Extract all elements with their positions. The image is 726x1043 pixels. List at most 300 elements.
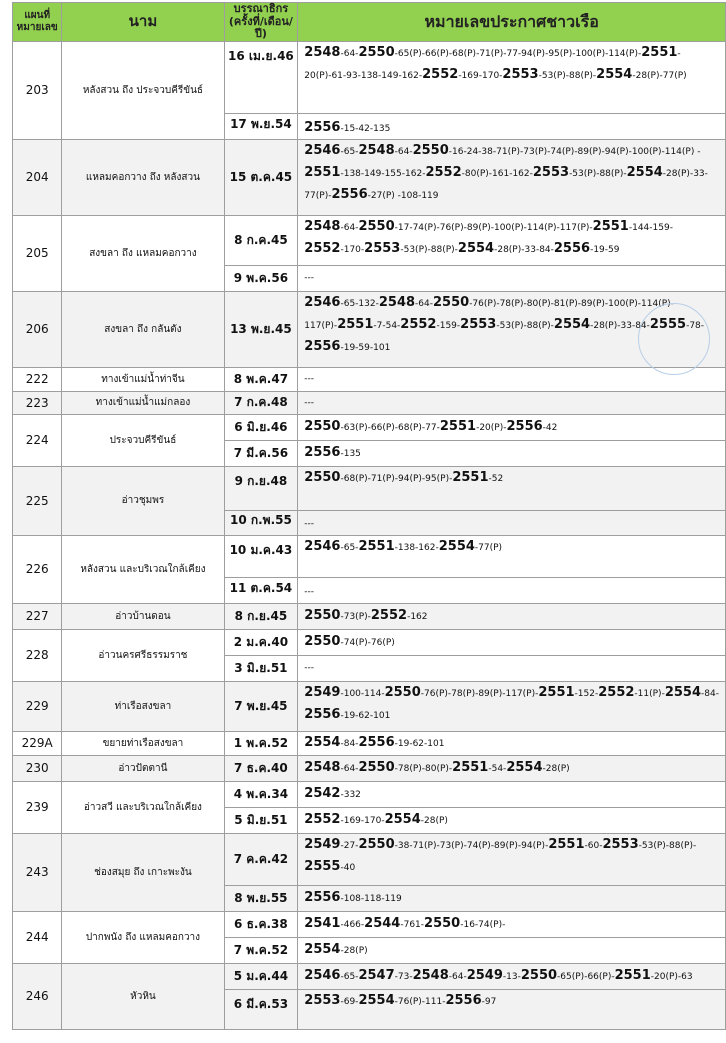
notice-year: 2556 bbox=[304, 338, 341, 354]
edition-date-cell: 7 มี.ค.56 bbox=[224, 440, 298, 466]
notice-numbers: -53(P)-88(P)- bbox=[538, 70, 597, 81]
notice-line bbox=[304, 887, 719, 909]
notice-numbers: -65(P)-66(P)-68(P)-71(P)-77-94(P)-95(P)-100(P)-114(P)- bbox=[394, 48, 642, 59]
notice-year: 2551 bbox=[439, 419, 477, 435]
notice-numbers: -19-59 bbox=[590, 244, 620, 255]
chart-name-cell: ประจวบคีรีขันธ์ bbox=[62, 414, 224, 466]
notice-year: 2551 bbox=[452, 469, 489, 485]
notice-year: 2554 bbox=[553, 316, 591, 332]
notice-line bbox=[304, 856, 719, 878]
notice-year: 2556 bbox=[304, 706, 341, 722]
notice-year: 2556 bbox=[304, 445, 341, 461]
notice-year: 2554 bbox=[596, 66, 633, 82]
notice-line bbox=[304, 513, 719, 535]
notice-numbers: -27(P) -108-119 bbox=[367, 190, 439, 201]
chart-number-cell: 227 bbox=[13, 603, 62, 629]
chart-name-cell: อ่าวนครศรีธรรมราช bbox=[62, 629, 224, 681]
chart-number-cell: 229 bbox=[13, 681, 62, 731]
notice-numbers: -76(P)-78(P)-80(P)-81(P)-89(P)-100(P)-114(P)- bbox=[469, 298, 674, 309]
edition-date-cell: 8 พ.ค.47 bbox=[224, 367, 298, 391]
chart-number-cell: 228 bbox=[13, 629, 62, 681]
notice-numbers: -77(P) bbox=[474, 542, 503, 553]
chart-name-cell: สงขลา ถึง กลันตัง bbox=[62, 291, 224, 367]
notice-line bbox=[304, 162, 719, 184]
notice-numbers-cell bbox=[298, 41, 726, 113]
edition-date-cell: 11 ต.ค.54 bbox=[224, 577, 298, 603]
notice-year: 2550 bbox=[304, 419, 341, 435]
notice-numbers: -76(P)-78(P)-89(P)-117(P)- bbox=[420, 688, 539, 699]
notice-line bbox=[304, 467, 719, 489]
notice-year: 2542 bbox=[304, 786, 341, 802]
edition-date-cell: 13 พ.ย.45 bbox=[224, 291, 298, 367]
table-row bbox=[13, 367, 726, 391]
chart-corrections-table bbox=[12, 2, 726, 1030]
notice-year: 2554 bbox=[304, 735, 341, 751]
notice-numbers: -28(P)-33-84- bbox=[590, 320, 650, 331]
edition-date-cell: 15 ต.ค.45 bbox=[224, 139, 298, 215]
notice-numbers: --- bbox=[304, 273, 315, 284]
notice-year: 2554 bbox=[664, 684, 702, 700]
table-row bbox=[13, 391, 726, 414]
edition-date-cell: 8 พ.ย.55 bbox=[224, 885, 298, 911]
chart-name-cell: อ่าวปัตตานี bbox=[62, 755, 224, 781]
header-edition: บรรณาธิกร (ครั้งที่/เดือน/ ปี) bbox=[224, 3, 298, 42]
chart-name-cell: หลังสวน ถึง ประจวบคีรีขันธ์ bbox=[62, 41, 224, 139]
notice-numbers: -28(P) bbox=[542, 764, 570, 775]
notice-numbers: -28(P) bbox=[340, 946, 368, 957]
notice-year: 2552 bbox=[370, 608, 408, 624]
notice-numbers: - bbox=[677, 48, 681, 59]
notice-numbers: 77(P)- bbox=[304, 190, 332, 201]
notice-numbers: -65-132- bbox=[340, 298, 379, 309]
notice-year: 2552 bbox=[304, 812, 341, 828]
edition-date-cell: 7 ก.ค.48 bbox=[224, 391, 298, 414]
notice-line bbox=[304, 416, 719, 438]
notice-year: 2551 bbox=[538, 684, 575, 700]
watermark-circle bbox=[638, 303, 710, 375]
notice-year: 2547 bbox=[358, 968, 395, 984]
notice-line bbox=[304, 965, 719, 987]
table-row bbox=[13, 731, 726, 755]
notice-numbers: -64- bbox=[340, 48, 359, 59]
table-row bbox=[13, 291, 726, 367]
chart-number-cell: 230 bbox=[13, 755, 62, 781]
notice-numbers: -138-162- bbox=[394, 542, 439, 553]
notice-line bbox=[304, 140, 719, 162]
notice-year: 2550 bbox=[304, 634, 341, 650]
notice-year: 2546 bbox=[304, 142, 341, 158]
chart-number-cell: 204 bbox=[13, 139, 62, 215]
notice-numbers: -20(P)-63 bbox=[650, 972, 693, 983]
notice-numbers-cell bbox=[298, 391, 726, 414]
notice-numbers-cell bbox=[298, 681, 726, 731]
notice-year: 2556 bbox=[358, 735, 395, 751]
notice-numbers: -64- bbox=[340, 222, 359, 233]
notice-numbers: -162 bbox=[407, 612, 428, 623]
notice-year: 2550 bbox=[358, 760, 395, 776]
notice-numbers: -170- bbox=[340, 244, 365, 255]
notice-numbers-cell bbox=[298, 937, 726, 963]
notice-year: 2550 bbox=[304, 608, 341, 624]
notice-numbers: -40 bbox=[340, 862, 356, 873]
chart-name-cell: ทางเข้าแม่น้ำท่าจีน bbox=[62, 367, 224, 391]
edition-date-cell: 7 พ.ย.45 bbox=[224, 681, 298, 731]
chart-name-cell: สงขลา ถึง แหลมคอกวาง bbox=[62, 215, 224, 291]
notice-numbers-cell bbox=[298, 466, 726, 510]
notice-line bbox=[304, 267, 719, 289]
notice-line bbox=[304, 990, 719, 1012]
notice-numbers-cell bbox=[298, 963, 726, 989]
chart-number-cell: 239 bbox=[13, 781, 62, 833]
table-row bbox=[13, 41, 726, 113]
notice-numbers-cell bbox=[298, 781, 726, 807]
chart-number-cell: 206 bbox=[13, 291, 62, 367]
notice-year: 2551 bbox=[592, 218, 629, 234]
notice-numbers: -60- bbox=[584, 840, 603, 851]
notice-numbers: -73- bbox=[394, 972, 413, 983]
notice-numbers-cell bbox=[298, 989, 726, 1029]
notice-numbers: -135 bbox=[340, 449, 361, 460]
chart-number-cell: 226 bbox=[13, 535, 62, 603]
edition-date-cell: 7 พ.ค.52 bbox=[224, 937, 298, 963]
notice-numbers: -69- bbox=[340, 996, 359, 1007]
notice-year: 2551 bbox=[614, 968, 651, 984]
chart-number-cell: 243 bbox=[13, 833, 62, 911]
notice-numbers: -16-74(P)- bbox=[460, 920, 506, 931]
notice-year: 2552 bbox=[422, 66, 459, 82]
notice-numbers: -466- bbox=[340, 920, 365, 931]
notice-year: 2553 bbox=[460, 316, 497, 332]
notice-numbers: -65- bbox=[340, 972, 359, 983]
table-row bbox=[13, 466, 726, 510]
notice-year: 2550 bbox=[358, 218, 395, 234]
edition-date-cell: 1 พ.ค.52 bbox=[224, 731, 298, 755]
notice-numbers-cell bbox=[298, 629, 726, 655]
notice-year: 2551 bbox=[337, 316, 374, 332]
notice-numbers: -144-159- bbox=[628, 222, 673, 233]
notice-year: 2551 bbox=[641, 44, 678, 60]
notice-year: 2551 bbox=[452, 760, 489, 776]
notice-numbers: -17-74(P)-76(P)-89(P)-100(P)-114(P)-117(P)- bbox=[394, 222, 593, 233]
notice-numbers: -108-118-119 bbox=[340, 894, 402, 905]
notice-numbers: --- bbox=[304, 586, 315, 597]
chart-name-cell: ทางเข้าแม่น้ำแม่กลอง bbox=[62, 391, 224, 414]
notice-numbers-cell bbox=[298, 510, 726, 535]
edition-date-cell: 7 ธ.ค.40 bbox=[224, 755, 298, 781]
notice-year: 2552 bbox=[400, 316, 437, 332]
notice-year: 2550 bbox=[412, 142, 449, 158]
edition-date-cell: 6 ธ.ค.38 bbox=[224, 911, 298, 937]
notice-numbers: -169-170- bbox=[340, 816, 385, 827]
notice-line bbox=[304, 939, 719, 961]
notice-numbers: -19-59-101 bbox=[340, 342, 391, 353]
notice-year: 2544 bbox=[364, 916, 401, 932]
notice-year: 2551 bbox=[548, 836, 585, 852]
notice-year: 2549 bbox=[466, 968, 503, 984]
notice-line bbox=[304, 757, 719, 779]
table-row bbox=[13, 139, 726, 215]
notice-numbers-cell bbox=[298, 139, 726, 215]
notice-year: 2554 bbox=[384, 812, 421, 828]
notice-year: 2554 bbox=[506, 760, 543, 776]
notice-year: 2556 bbox=[304, 119, 341, 135]
notice-numbers: -64- bbox=[415, 298, 433, 309]
table-header-row bbox=[13, 3, 726, 42]
notice-year: 2550 bbox=[433, 294, 470, 310]
notice-numbers-cell bbox=[298, 577, 726, 603]
header-name: นาม bbox=[62, 3, 224, 42]
table-row bbox=[13, 963, 726, 989]
chart-name-cell: แหลมคอกวาง ถึง หลังสวน bbox=[62, 139, 224, 215]
notice-year: 2552 bbox=[598, 684, 635, 700]
notice-numbers-cell bbox=[298, 414, 726, 440]
edition-date-cell: 5 ม.ค.44 bbox=[224, 963, 298, 989]
notice-year: 2555 bbox=[304, 858, 341, 874]
notice-year: 2556 bbox=[553, 240, 591, 256]
notice-year: 2553 bbox=[502, 66, 539, 82]
chart-number-cell: 205 bbox=[13, 215, 62, 291]
notice-year: 2555 bbox=[649, 316, 687, 332]
notice-year: 2554 bbox=[304, 942, 341, 958]
notice-numbers: -84- bbox=[340, 739, 359, 750]
notice-numbers: 117(P)- bbox=[304, 320, 338, 331]
chart-number-cell: 222 bbox=[13, 367, 62, 391]
chart-name-cell: ปากพนัง ถึง แหลมคอกวาง bbox=[62, 911, 224, 963]
notice-line bbox=[304, 834, 719, 856]
notice-numbers: -169-170- bbox=[458, 70, 503, 81]
table-row bbox=[13, 755, 726, 781]
table-row bbox=[13, 629, 726, 655]
notice-numbers: -15-42-135 bbox=[340, 123, 391, 134]
table-row bbox=[13, 681, 726, 731]
chart-name-cell: หลังสวน และบริเวณใกล้เคียง bbox=[62, 535, 224, 603]
notice-year: 2556 bbox=[331, 186, 368, 202]
notice-year: 2553 bbox=[532, 164, 570, 180]
header-chart-number: แผนที่ หมายเลข bbox=[13, 3, 62, 42]
notice-numbers: 20(P)-61-93-138-149-162- bbox=[304, 70, 423, 81]
notice-numbers: -138-149-155-162- bbox=[340, 168, 426, 179]
notice-numbers-cell bbox=[298, 833, 726, 885]
header-notices: หมายเลขประกาศชาวเรือ bbox=[298, 3, 726, 42]
notice-numbers-cell bbox=[298, 911, 726, 937]
notice-numbers: -28(P) bbox=[420, 816, 448, 827]
notice-year: 2546 bbox=[304, 294, 341, 310]
notice-year: 2550 bbox=[424, 916, 461, 932]
notice-numbers: -80(P)-161-162- bbox=[461, 168, 533, 179]
notice-numbers: -64- bbox=[340, 764, 359, 775]
notice-year: 2556 bbox=[445, 992, 482, 1008]
edition-date-cell: 10 ก.พ.55 bbox=[224, 510, 298, 535]
notice-line bbox=[304, 913, 719, 935]
table-row bbox=[13, 414, 726, 440]
notice-year: 2546 bbox=[304, 968, 341, 984]
notice-numbers: -78- bbox=[686, 320, 705, 331]
notice-numbers-cell bbox=[298, 215, 726, 265]
edition-date-cell: 8 ก.ย.45 bbox=[224, 603, 298, 629]
chart-number-cell: 224 bbox=[13, 414, 62, 466]
table-row bbox=[13, 215, 726, 265]
chart-number-cell: 229A bbox=[13, 731, 62, 755]
notice-numbers: -65- bbox=[340, 542, 359, 553]
notice-numbers: -65- bbox=[340, 146, 359, 157]
notice-year: 2549 bbox=[304, 836, 341, 852]
edition-date-cell: 6 มิ.ย.46 bbox=[224, 414, 298, 440]
notice-line bbox=[304, 442, 719, 464]
notice-year: 2554 bbox=[457, 240, 495, 256]
notice-line bbox=[304, 184, 719, 206]
table-row bbox=[13, 781, 726, 807]
edition-date-cell: 6 มี.ค.53 bbox=[224, 989, 298, 1029]
notice-year: 2551 bbox=[358, 538, 395, 554]
notice-numbers: -28(P)-33- bbox=[662, 168, 708, 179]
notice-numbers: -65(P)-66(P)- bbox=[557, 972, 615, 983]
notice-year: 2541 bbox=[304, 916, 341, 932]
chart-number-cell: 244 bbox=[13, 911, 62, 963]
notice-table-wrapper bbox=[12, 2, 726, 1030]
notice-line bbox=[304, 605, 719, 627]
notice-line bbox=[304, 809, 719, 831]
notice-numbers-cell bbox=[298, 113, 726, 139]
notice-numbers: -53(P)-88(P)- bbox=[400, 244, 458, 255]
chart-name-cell: หัวหิน bbox=[62, 963, 224, 1029]
notice-line bbox=[304, 631, 719, 653]
notice-numbers: -74(P)-76(P) bbox=[340, 638, 395, 649]
notice-year: 2550 bbox=[520, 968, 558, 984]
notice-year: 2548 bbox=[304, 760, 341, 776]
edition-date-cell: 5 มิ.ย.51 bbox=[224, 807, 298, 833]
notice-numbers: -159- bbox=[436, 320, 461, 331]
notice-numbers-cell bbox=[298, 755, 726, 781]
chart-name-cell: ท่าเรือสงขลา bbox=[62, 681, 224, 731]
notice-numbers: --- bbox=[304, 397, 315, 408]
notice-year: 2553 bbox=[304, 992, 341, 1008]
notice-numbers: -11(P)- bbox=[634, 688, 665, 699]
notice-year: 2548 bbox=[358, 142, 395, 158]
notice-line bbox=[304, 732, 719, 754]
notice-numbers: -42 bbox=[542, 423, 558, 434]
table-row bbox=[13, 911, 726, 937]
notice-year: 2550 bbox=[304, 469, 341, 485]
notice-year: 2556 bbox=[304, 890, 341, 906]
chart-name-cell: อ่าวบ้านดอน bbox=[62, 603, 224, 629]
notice-numbers: -64- bbox=[394, 146, 413, 157]
notice-numbers-cell bbox=[298, 731, 726, 755]
notice-numbers-cell bbox=[298, 535, 726, 577]
notice-year: 2556 bbox=[506, 419, 543, 435]
edition-date-cell: 9 ก.ย.48 bbox=[224, 466, 298, 510]
notice-numbers: -332 bbox=[340, 790, 361, 801]
notice-year: 2548 bbox=[412, 968, 449, 984]
chart-number-cell: 223 bbox=[13, 391, 62, 414]
notice-numbers: -68(P)-71(P)-94(P)-95(P)- bbox=[340, 473, 453, 484]
notice-numbers: -28(P)-33-84- bbox=[494, 244, 554, 255]
notice-line bbox=[304, 536, 719, 558]
chart-name-cell: ขยายท่าเรือสงขลา bbox=[62, 731, 224, 755]
notice-numbers: -100-114- bbox=[340, 688, 385, 699]
edition-date-cell: 7 ค.ค.42 bbox=[224, 833, 298, 885]
notice-numbers-cell bbox=[298, 885, 726, 911]
notice-numbers-cell bbox=[298, 655, 726, 681]
notice-numbers: -38-71(P)-73(P)-74(P)-89(P)-94(P)- bbox=[394, 840, 549, 851]
notice-numbers: --- bbox=[304, 663, 315, 674]
notice-numbers: -761- bbox=[400, 920, 425, 931]
table-row bbox=[13, 535, 726, 577]
notice-year: 2550 bbox=[358, 44, 395, 60]
chart-name-cell: อ่าวสวี และบริเวณใกล้เคียง bbox=[62, 781, 224, 833]
edition-date-cell: 16 เม.ย.46 bbox=[224, 41, 298, 113]
notice-numbers: -53(P)-88(P)- bbox=[496, 320, 554, 331]
notice-numbers: -27- bbox=[340, 840, 359, 851]
edition-date-cell: 9 พ.ค.56 bbox=[224, 265, 298, 291]
notice-numbers: -64- bbox=[448, 972, 467, 983]
notice-numbers-cell bbox=[298, 440, 726, 466]
notice-year: 2550 bbox=[384, 684, 421, 700]
notice-numbers: -73(P)- bbox=[340, 612, 371, 623]
notice-year: 2552 bbox=[425, 164, 462, 180]
table-row bbox=[13, 833, 726, 885]
edition-date-cell: 10 ม.ค.43 bbox=[224, 535, 298, 577]
edition-date-cell: 4 พ.ค.34 bbox=[224, 781, 298, 807]
chart-number-cell: 203 bbox=[13, 41, 62, 139]
notice-numbers: --- bbox=[304, 518, 315, 529]
table-row bbox=[13, 603, 726, 629]
edition-date-cell: 2 ม.ค.40 bbox=[224, 629, 298, 655]
notice-numbers: -53(P)-88(P)- bbox=[638, 840, 697, 851]
notice-numbers: -19-62-101 bbox=[394, 739, 445, 750]
notice-line bbox=[304, 238, 719, 260]
notice-numbers-cell bbox=[298, 265, 726, 291]
notice-numbers: -152- bbox=[574, 688, 599, 699]
notice-line bbox=[304, 392, 719, 414]
edition-date-cell: 3 มิ.ย.51 bbox=[224, 655, 298, 681]
chart-number-cell: 246 bbox=[13, 963, 62, 1029]
notice-year: 2552 bbox=[304, 240, 341, 256]
notice-line bbox=[304, 682, 719, 704]
notice-year: 2548 bbox=[304, 44, 341, 60]
edition-date-cell: 8 ก.ค.45 bbox=[224, 215, 298, 265]
notice-numbers: -16-24-38-71(P)-73(P)-74(P)-89(P)-94(P)-100(P)-114(P) - bbox=[448, 146, 701, 157]
notice-numbers: -7-54- bbox=[373, 320, 401, 331]
notice-year: 2553 bbox=[364, 240, 401, 256]
notice-year: 2554 bbox=[438, 538, 475, 554]
notice-numbers: -20(P)- bbox=[476, 423, 507, 434]
notice-numbers-cell bbox=[298, 807, 726, 833]
notice-numbers: -78(P)-80(P)- bbox=[394, 764, 453, 775]
notice-numbers: -53(P)-88(P)- bbox=[569, 168, 627, 179]
notice-year: 2549 bbox=[304, 684, 341, 700]
notice-year: 2550 bbox=[358, 836, 395, 852]
notice-year: 2554 bbox=[626, 164, 663, 180]
notice-numbers-cell bbox=[298, 603, 726, 629]
notice-line bbox=[304, 704, 719, 726]
chart-name-cell: ช่องสมุย ถึง เกาะพะงัน bbox=[62, 833, 224, 911]
notice-numbers: -13- bbox=[502, 972, 521, 983]
notice-numbers: -76(P)-111- bbox=[394, 996, 446, 1007]
notice-numbers: -97 bbox=[481, 996, 497, 1007]
notice-numbers: -19-62-101 bbox=[340, 710, 391, 721]
notice-year: 2554 bbox=[358, 992, 395, 1008]
notice-line bbox=[304, 42, 719, 64]
notice-line bbox=[304, 117, 719, 139]
notice-numbers: -28(P)-77(P) bbox=[632, 70, 687, 81]
notice-year: 2548 bbox=[378, 294, 416, 310]
notice-year: 2548 bbox=[304, 218, 341, 234]
notice-line bbox=[304, 368, 719, 390]
edition-date-cell: 17 พ.ย.54 bbox=[224, 113, 298, 139]
notice-line bbox=[304, 657, 719, 679]
notice-numbers: -84- bbox=[701, 688, 719, 699]
notice-line bbox=[304, 581, 719, 603]
